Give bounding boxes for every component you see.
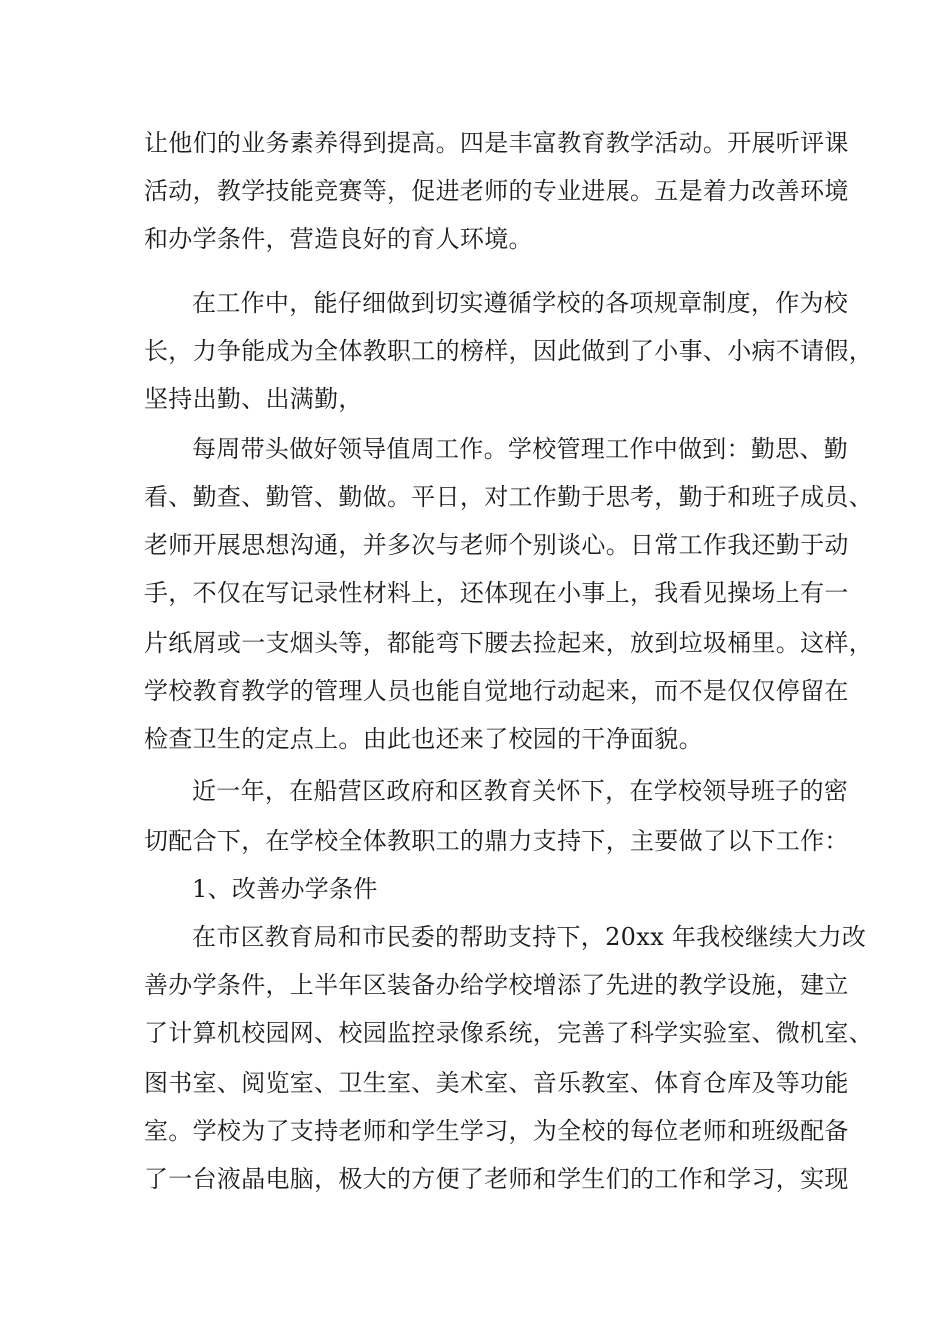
text-line: 了一台液晶电脑，极大的方便了老师和学生们的工作和学习，实现 bbox=[144, 1165, 849, 1193]
text-line: 片纸屑或一支烟头等，都能弯下腰去捡起来，放到垃圾桶里。这样， bbox=[144, 629, 873, 657]
text-line: 学校教育教学的管理人员也能自觉地行动起来，而不是仅仅停留在 bbox=[144, 677, 849, 705]
text-line: 图书室、阅览室、卫生室、美术室、音乐教室、体育仓库及等功能 bbox=[144, 1069, 849, 1097]
text-line: 手，不仅在写记录性材料上，还体现在小事上，我看见操场上有一 bbox=[144, 579, 849, 607]
paragraph-start-line: 每周带头做好领导值周工作。学校管理工作中做到：勤思、勤 bbox=[192, 435, 849, 463]
text-line: 室。学校为了支持老师和学生学习，为全校的每位老师和班级配备 bbox=[144, 1117, 849, 1145]
paragraph-start-line: 在工作中，能仔细做到切实遵循学校的各项规章制度，作为校 bbox=[192, 289, 849, 317]
text-line: 看、勤查、勤管、勤做。平日，对工作勤于思考，勤于和班子成员、 bbox=[144, 483, 873, 511]
text-line: 坚持出勤、出满勤， bbox=[144, 385, 363, 413]
text-line: 检查卫生的定点上。由此也还来了校园的干净面貌。 bbox=[144, 725, 703, 753]
paragraph-start-line: 在市区教育局和市民委的帮助支持下，20xx 年我校继续大力改 bbox=[192, 923, 867, 951]
paragraph-start-line: 近一年，在船营区政府和区教育关怀下，在学校领导班子的密 bbox=[192, 777, 849, 805]
section-heading: 1、改善办学条件 bbox=[192, 875, 378, 903]
text-line: 和办学条件，营造良好的育人环境。 bbox=[144, 225, 533, 253]
text-line: 老师开展思想沟通，并多次与老师个别谈心。日常工作我还勤于动 bbox=[144, 531, 849, 559]
text-line: 了计算机校园网、校园监控录像系统，完善了科学实验室、微机室、 bbox=[144, 1019, 873, 1047]
text-line: 切配合下，在学校全体教职工的鼎力支持下，主要做了以下工作： bbox=[144, 827, 849, 855]
text-line: 长，力争能成为全体教职工的榜样，因此做到了小事、小病不请假， bbox=[144, 337, 873, 365]
text-line: 让他们的业务素养得到提高。四是丰富教育教学活动。开展听评课 bbox=[144, 129, 849, 157]
text-line: 善办学条件，上半年区装备办给学校增添了先进的教学设施，建立 bbox=[144, 971, 849, 999]
text-line: 活动，教学技能竞赛等，促进老师的专业进展。五是着力改善环境 bbox=[144, 177, 849, 205]
